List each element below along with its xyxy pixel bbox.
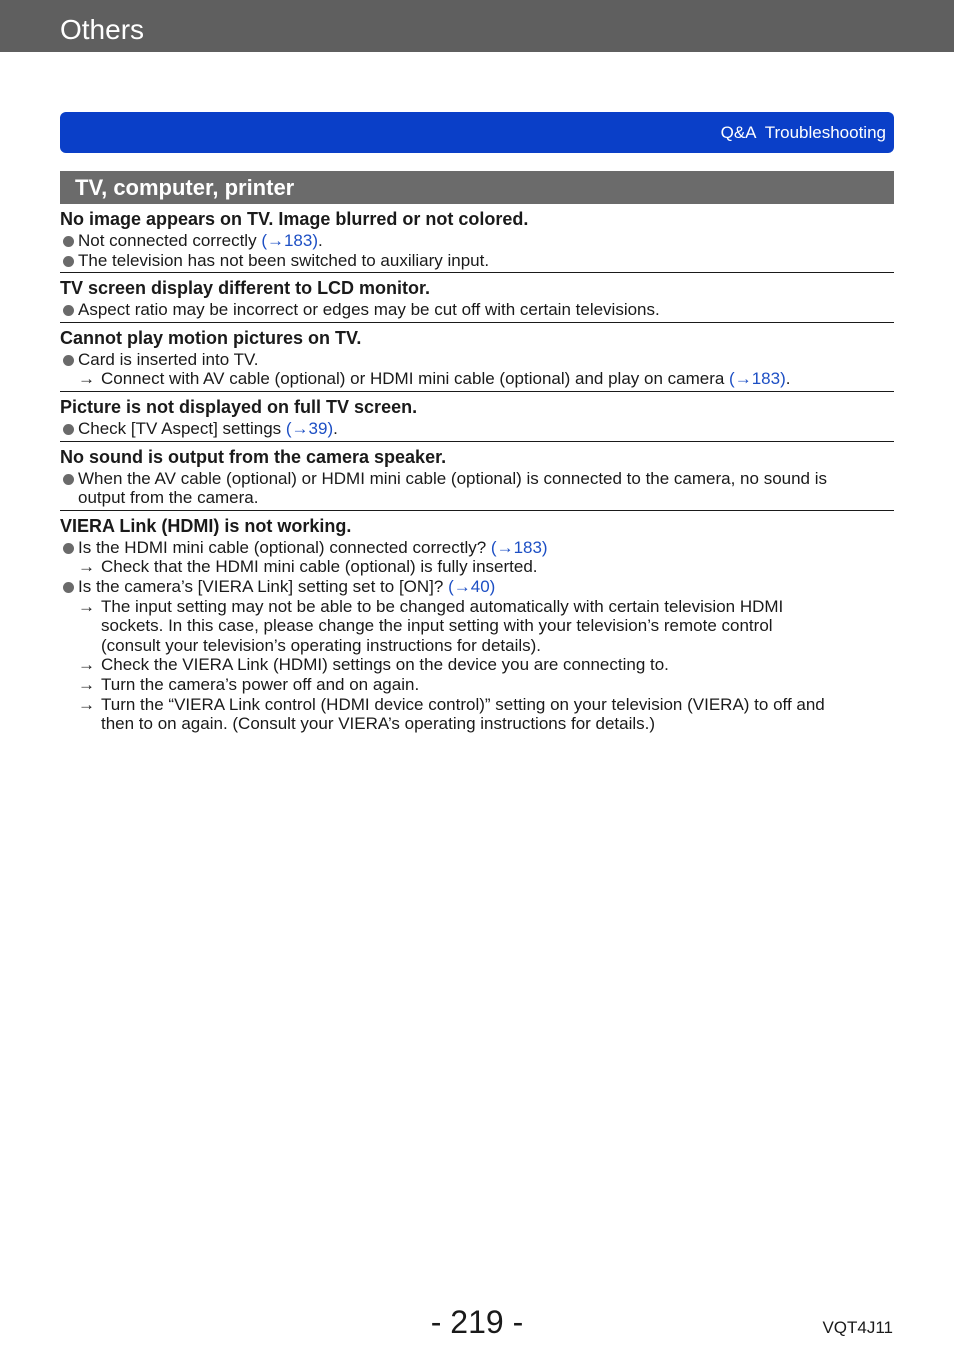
step-text: Connect with AV cable (optional) or HDMI mini cable (optional) and play on camera — [101, 369, 730, 389]
banner-text: Q&A Troubleshooting — [720, 123, 886, 142]
answer-bullet — [60, 251, 894, 271]
step-text-line: then to on again. (Consult your VIERA’s operating instructions for details.) — [101, 714, 656, 734]
answer-text-line: output from the camera. — [78, 488, 259, 508]
arrow-icon: → — [78, 596, 95, 616]
answer-step — [60, 369, 894, 389]
answer-text: Is the HDMI mini cable (optional) connected correctly? — [78, 537, 491, 557]
page-reference-link[interactable]: (→40) — [448, 576, 496, 596]
chapter-header-bar — [0, 0, 954, 52]
step-text-line: The input setting may not be able to be changed automatically with certain television HDMI — [101, 596, 784, 616]
page-reference-link[interactable]: (→183) — [261, 231, 318, 250]
answer-bullet — [60, 300, 894, 320]
question: No sound is output from the camera speaker. — [60, 446, 447, 467]
page-number: - 219 - — [430, 1304, 524, 1340]
answer-bullet — [60, 538, 894, 558]
arrow-icon: → — [78, 694, 95, 714]
answer-text: Aspect ratio may be incorrect or edges may be cut off with certain televisions. — [78, 300, 660, 320]
arrow-icon: → — [78, 557, 95, 577]
subsection-header — [60, 171, 894, 204]
arrow-icon: → — [78, 655, 95, 675]
answer-text: The television has not been switched to auxiliary input. — [78, 250, 490, 270]
answer-bullet — [60, 350, 894, 370]
answer-text: Card is inserted into TV. — [78, 349, 259, 369]
qa-item — [60, 277, 894, 323]
question: No image appears on TV. Image blurred or not colored. — [60, 209, 529, 229]
section-banner — [60, 112, 894, 153]
page-reference-link[interactable]: (→183) — [490, 537, 548, 557]
answer-bullet — [60, 231, 894, 251]
chapter-title: Others — [60, 14, 145, 45]
subsection-title: TV, computer, printer — [75, 175, 295, 200]
answer-text-line: When the AV cable (optional) or HDMI mini cable (optional) is connected to the camera, no sound is — [78, 468, 828, 488]
punctuation: . — [333, 418, 338, 438]
question: Cannot play motion pictures on TV. — [60, 327, 362, 348]
answer-step — [60, 655, 894, 675]
qa-item — [60, 208, 894, 273]
answer-step — [60, 557, 894, 577]
qa-item — [60, 446, 894, 511]
answer-bullet — [60, 577, 894, 597]
question: TV screen display different to LCD monitor. — [60, 278, 431, 299]
answer-text: Check [TV Aspect] settings — [78, 418, 286, 438]
punctuation: . — [785, 369, 791, 389]
qa-item — [60, 515, 894, 736]
answer-text: Not connected correctly — [78, 231, 262, 250]
step-text-line: Turn the “VIERA Link control (HDMI device control)” setting on your television (VIERA) to off and — [101, 694, 825, 714]
document-code: VQT4J11 — [822, 1318, 893, 1337]
step-text-line: (consult your television’s operating instructions for details). — [101, 635, 542, 655]
step-text: Check the VIERA Link (HDMI) settings on the device you are connecting to. — [101, 655, 669, 675]
step-text: Check that the HDMI mini cable (optional) is fully inserted. — [101, 557, 538, 577]
qa-item — [60, 396, 894, 442]
question: VIERA Link (HDMI) is not working. — [60, 515, 352, 536]
page-reference-link[interactable]: (→183) — [729, 369, 786, 389]
answer-bullet — [60, 469, 894, 508]
qa-item — [60, 327, 894, 392]
question: Picture is not displayed on full TV screen. — [60, 396, 418, 417]
qa-list — [60, 206, 894, 736]
answer-bullet — [60, 419, 894, 439]
answer-text: Is the camera’s [VIERA Link] setting set to [ON]? — [78, 576, 449, 596]
answer-step — [60, 695, 894, 734]
answer-step — [60, 675, 894, 695]
page-reference-link[interactable]: (→39) — [285, 418, 334, 438]
answer-step — [60, 597, 894, 656]
step-text: Turn the camera’s power off and on again. — [101, 674, 420, 694]
arrow-icon: → — [78, 674, 95, 694]
punctuation: . — [318, 231, 323, 250]
step-text-line: sockets. In this case, please change the input setting with your television’s remote control — [101, 616, 773, 636]
arrow-icon: → — [78, 369, 95, 389]
